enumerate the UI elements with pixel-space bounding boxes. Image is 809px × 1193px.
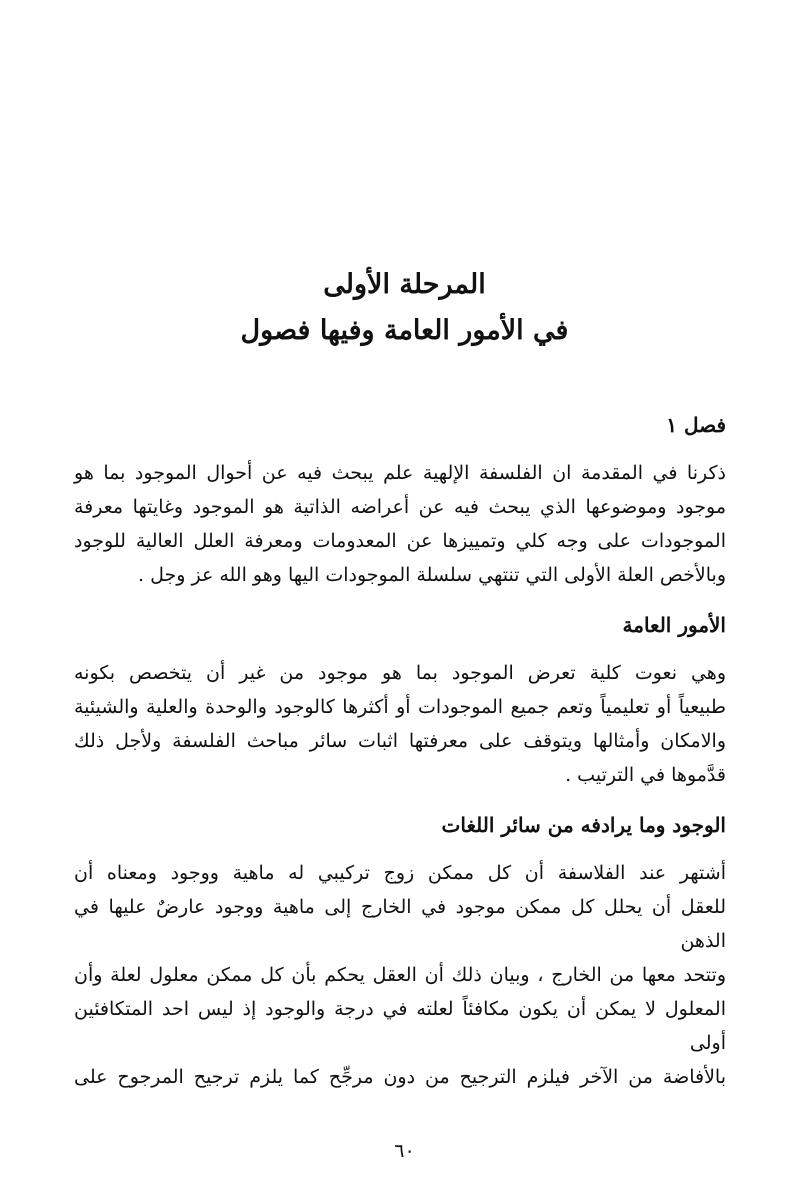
text-line: ذكرنا في المقدمة ان الفلسفة الإلهية علم يبحث فيه عن أحوال الموجود بما هو: [74, 462, 726, 484]
page-content: [74, 408, 726, 1094]
text-line: للعقل أن يحلل كل ممكن موجود في الخارج إلى ماهية ووجود عارضٌ عليها في الذهن: [74, 896, 726, 952]
chapter-title-line-2: في الأمور العامة وفيها فصول: [240, 315, 569, 346]
text-line: وتتحد معها من الخارج ، وبيان ذلك أن العقل يحكم بأن كل ممكن معلول لعلة وأن: [74, 964, 726, 986]
text-line: المعلول لا يمكن أن يكون مكافئاً لعلته في درجة والوجود إذ ليس احد المتكافئين أولى: [74, 998, 726, 1054]
section-heading-general-matters: الأمور العامة: [622, 613, 726, 637]
text-line: قدَّموها في الترتيب .: [565, 764, 726, 786]
text-line: الموجودات على وجه كلي وتمييزها عن المعدومات ومعرفة العلل العالية للوجود: [74, 530, 726, 552]
text-line: موجود وموضوعها الذي يبحث فيه عن أعراضه الذاتية هو الموجود وغايتها معرفة: [74, 496, 726, 518]
text-line: وهي نعوت كلية تعرض الموجود بما هو موجود من غير أن يتخصص بكونه: [74, 662, 726, 684]
text-line: والامكان وأمثالها ويتوقف على معرفتها اثبات سائر مباحث الفلسفة ولأجل ذلك: [74, 730, 726, 752]
page-number: ٦٠: [394, 1140, 415, 1162]
paragraph-general-matters: [74, 656, 726, 792]
chapter-title-line-1: المرحلة الأولى: [323, 269, 486, 300]
section-heading-existence: الوجود وما يرادفه من سائر اللغات: [441, 813, 726, 837]
text-line: طبيعياً أو تعليمياً وتعم جميع الموجودات أو أكثرها كالوجود والوحدة والعلية والشيئية: [74, 696, 726, 718]
paragraph-fasl-1: [74, 456, 726, 592]
section-heading-fasl-1: فصل ١: [666, 413, 726, 437]
chapter-title: [0, 262, 809, 354]
text-line: أشتهر عند الفلاسفة أن كل ممكن زوج تركيبي له ماهية ووجود ومعناه أن: [74, 862, 726, 884]
text-line: بالأفاضة من الآخر فيلزم الترجيح من دون مرجِّح كما يلزم ترجيح المرجوح على: [74, 1066, 726, 1088]
paragraph-existence: [74, 856, 726, 1094]
text-line: وبالأخص العلة الأولى التي تنتهي سلسلة الموجودات اليها وهو الله عز وجل .: [138, 564, 726, 586]
